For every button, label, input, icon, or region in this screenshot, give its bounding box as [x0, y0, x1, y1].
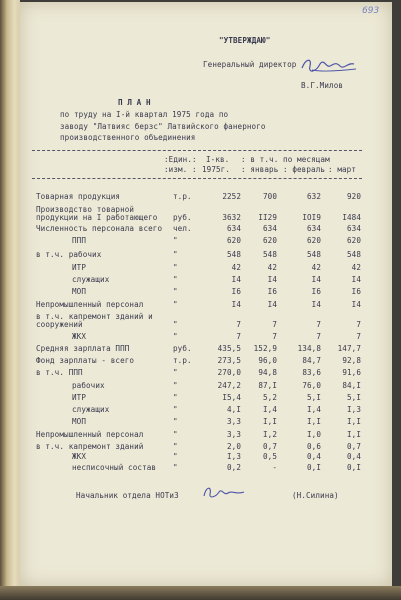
- row-unit: ": [173, 263, 178, 272]
- row-unit: ": [173, 368, 178, 377]
- header-rule-bottom: [32, 178, 362, 179]
- row-month-value: I,2: [262, 430, 277, 439]
- row-plan-value: 247,2: [217, 381, 241, 390]
- row-label: Средняя зарплата ППП: [36, 344, 130, 353]
- row-month-value: 7: [316, 320, 321, 329]
- row-unit: ": [173, 332, 178, 341]
- page-number: 693: [362, 6, 380, 16]
- row-plan-value: 7: [236, 332, 241, 341]
- row-unit: т.р.: [173, 356, 192, 365]
- approval-signature-name: В.Г.Милов: [301, 81, 344, 90]
- row-plan-value: 2,0: [226, 442, 241, 451]
- row-unit: ": [173, 287, 178, 296]
- row-month-value: I,4: [262, 405, 277, 414]
- row-month-value: 634: [346, 224, 361, 233]
- row-label: ЖКХ: [72, 452, 87, 461]
- row-label: в т.ч. рабочих: [36, 250, 102, 259]
- row-month-value: 548: [306, 250, 321, 259]
- row-month-value: 0,7: [262, 442, 277, 451]
- row-unit: чел.: [173, 224, 192, 233]
- row-month-value: 94,8: [258, 368, 277, 377]
- approval-title: "УТВЕРЖДАЮ": [219, 36, 271, 45]
- row-label: ППП: [72, 236, 87, 245]
- row-plan-value: I6: [231, 287, 241, 296]
- row-plan-value: 3,3: [226, 430, 241, 439]
- row-unit: руб.: [173, 344, 192, 353]
- row-label: сооружений: [36, 320, 83, 329]
- row-label: в т.ч. ППП: [36, 368, 83, 377]
- row-month-value: I4: [267, 300, 277, 309]
- row-month-value: 920: [346, 192, 361, 201]
- row-label: Непромышленный персонал: [36, 300, 144, 309]
- document-title: П Л А Н: [118, 98, 151, 107]
- row-month-value: 5,I: [306, 393, 321, 402]
- row-month-value: 634: [262, 224, 277, 233]
- row-month-value: I,I: [306, 417, 321, 426]
- department-head-signature: [200, 484, 250, 502]
- row-month-value: IOI9: [302, 213, 321, 222]
- months-column-header: : в т.ч. по месяцам: [241, 155, 330, 164]
- row-month-value: 0,I: [306, 463, 321, 472]
- unit-column-header: :Един.:: [164, 155, 197, 164]
- row-plan-value: 4,I: [226, 405, 241, 414]
- row-month-value: I6: [311, 287, 321, 296]
- row-month-value: I,I: [346, 417, 361, 426]
- row-month-value: 5,2: [262, 393, 277, 402]
- director-signature: [298, 54, 360, 76]
- row-label: Численность персонала всего: [36, 224, 163, 233]
- row-month-value: 76,0: [302, 381, 321, 390]
- row-month-value: I4: [311, 275, 321, 284]
- row-unit: ": [173, 250, 178, 259]
- row-label: ИТР: [72, 263, 87, 272]
- row-month-value: 0,I: [346, 463, 361, 472]
- plan-column-header: I-кв.: [206, 155, 230, 164]
- header-rule-top: [32, 150, 362, 151]
- row-month-value: I,I: [262, 417, 277, 426]
- row-plan-value: 42: [231, 263, 241, 272]
- row-month-value: 620: [306, 236, 321, 245]
- row-month-value: 84,7: [302, 356, 321, 365]
- row-unit: ": [173, 320, 178, 329]
- row-month-value: 0,4: [306, 452, 321, 461]
- row-unit: т.р.: [173, 192, 192, 201]
- row-plan-value: 2252: [222, 192, 241, 201]
- row-label: продукции на I работающего: [36, 213, 158, 222]
- row-month-value: 152,9: [253, 344, 277, 353]
- row-month-value: 87,I: [258, 381, 277, 390]
- row-plan-value: 273,5: [217, 356, 241, 365]
- row-month-value: I4: [311, 300, 321, 309]
- row-month-value: 42: [311, 263, 321, 272]
- row-month-value: 548: [262, 250, 277, 259]
- row-plan-value: 620: [226, 236, 241, 245]
- row-month-value: 7: [356, 332, 361, 341]
- scanner-bed: [0, 586, 401, 600]
- row-plan-value: 0,2: [226, 463, 241, 472]
- approval-position: Генеральный директор: [203, 60, 297, 69]
- heading-line-3: производственного объединения: [60, 133, 196, 142]
- row-label: МОП: [72, 287, 87, 296]
- row-label: МОП: [72, 417, 87, 426]
- unit-column-header-2: :изм. :: [164, 165, 197, 174]
- row-label: в т.ч. капремонт зданий: [36, 442, 144, 451]
- row-month-value: II29: [258, 213, 277, 222]
- row-unit: ": [173, 430, 178, 439]
- row-plan-value: I,3: [226, 452, 241, 461]
- row-month-value: 620: [346, 236, 361, 245]
- row-plan-value: 435,5: [217, 344, 241, 353]
- row-month-value: 96,0: [258, 356, 277, 365]
- row-month-value: I4: [351, 300, 361, 309]
- row-month-value: 0,4: [346, 452, 361, 461]
- row-month-value: 134,8: [297, 344, 321, 353]
- row-month-value: 634: [306, 224, 321, 233]
- row-label: Непромышленный персонал: [36, 430, 144, 439]
- row-month-value: 7: [356, 320, 361, 329]
- row-month-value: I6: [267, 287, 277, 296]
- row-label: Фонд зарплаты - всего: [36, 356, 135, 365]
- row-month-value: I,0: [306, 430, 321, 439]
- row-label: ЖКХ: [72, 332, 87, 341]
- row-month-value: 147,7: [337, 344, 361, 353]
- row-plan-value: 548: [226, 250, 241, 259]
- row-month-value: I,3: [346, 405, 361, 414]
- row-month-value: 7: [272, 332, 277, 341]
- row-unit: ": [173, 381, 178, 390]
- row-plan-value: 270,0: [217, 368, 241, 377]
- row-label: в т.ч. капремонт зданий и: [36, 312, 153, 321]
- row-month-value: 7: [316, 332, 321, 341]
- row-month-value: 548: [346, 250, 361, 259]
- row-label: Товарная продукция: [36, 192, 121, 201]
- row-month-value: 700: [262, 192, 277, 201]
- heading-line-2: заводу "Латвияс берзс" Латвийского фанерного: [60, 122, 266, 131]
- row-unit: ": [173, 236, 178, 245]
- row-month-value: 5,I: [346, 393, 361, 402]
- month-january: : январь: [241, 165, 279, 174]
- row-unit: руб.: [173, 213, 192, 222]
- row-label: Производство товарной: [36, 205, 135, 214]
- row-plan-value: 634: [226, 224, 241, 233]
- row-month-value: 83,6: [302, 368, 321, 377]
- row-unit: ": [173, 463, 178, 472]
- row-month-value: I484: [342, 213, 361, 222]
- row-label: несписочный состав: [72, 463, 157, 472]
- row-month-value: 92,8: [342, 356, 361, 365]
- row-unit: ": [173, 393, 178, 402]
- row-unit: ": [173, 452, 178, 461]
- month-march: : март: [328, 165, 357, 174]
- row-unit: ": [173, 300, 178, 309]
- row-month-value: 42: [351, 263, 361, 272]
- row-month-value: 91,6: [342, 368, 361, 377]
- month-february: : февраль: [283, 165, 326, 174]
- row-month-value: I4: [267, 275, 277, 284]
- row-month-value: 42: [267, 263, 277, 272]
- row-label: ИТР: [72, 393, 87, 402]
- row-month-value: I,I: [346, 430, 361, 439]
- row-plan-value: I4: [231, 300, 241, 309]
- row-month-value: -: [272, 463, 277, 472]
- row-label: служащих: [72, 275, 110, 284]
- row-month-value: I,4: [306, 405, 321, 414]
- row-unit: ": [173, 442, 178, 451]
- row-month-value: 7: [272, 320, 277, 329]
- binding-edge: [0, 0, 20, 600]
- row-month-value: 620: [262, 236, 277, 245]
- plan-column-header-2: 1975г.: [202, 165, 231, 174]
- row-plan-value: 7: [236, 320, 241, 329]
- row-month-value: 0,5: [262, 452, 277, 461]
- row-plan-value: I5,4: [222, 393, 241, 402]
- row-month-value: 0,7: [346, 442, 361, 451]
- footer-position: Начальник отдела НОТиЗ: [76, 491, 179, 500]
- row-plan-value: 3,3: [226, 417, 241, 426]
- row-month-value: 0,6: [306, 442, 321, 451]
- row-month-value: I4: [351, 275, 361, 284]
- row-unit: ": [173, 405, 178, 414]
- row-plan-value: 3632: [222, 213, 241, 222]
- row-month-value: 84,I: [342, 381, 361, 390]
- row-month-value: 632: [306, 192, 321, 201]
- row-unit: ": [173, 275, 178, 284]
- row-month-value: I6: [351, 287, 361, 296]
- footer-name: (Н.Силина): [292, 491, 339, 500]
- row-label: рабочих: [72, 381, 105, 390]
- heading-line-1: по труду на I-й квартал 1975 года по: [60, 110, 229, 119]
- row-label: служащих: [72, 405, 110, 414]
- row-unit: ": [173, 417, 178, 426]
- row-plan-value: I4: [231, 275, 241, 284]
